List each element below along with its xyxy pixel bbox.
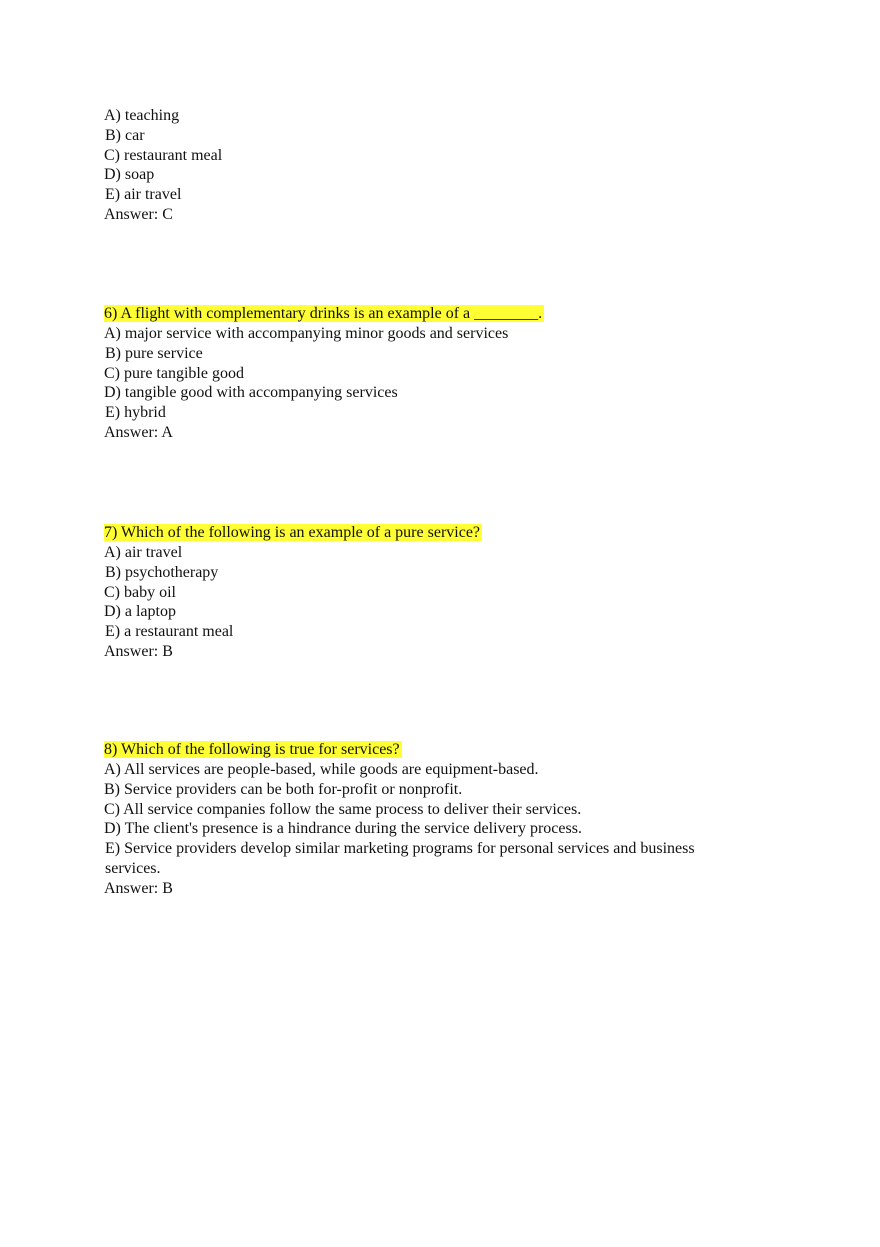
answer: Answer: C	[104, 205, 173, 223]
question-highlight: 7) Which of the following is an example of a pure service?	[104, 524, 481, 541]
option-b: B) car	[105, 126, 145, 144]
option-a: A) All services are people-based, while goods are equipment-based.	[104, 761, 539, 778]
question-highlight: 6) A flight with complementary drinks is an example of a ________.	[104, 305, 543, 322]
option-a: A) major service with accompanying minor goods and services	[104, 325, 509, 342]
option-a: A) teaching	[104, 107, 180, 124]
option-b: B) Service providers can be both for-profit or nonprofit.	[104, 780, 463, 798]
question-6-block	[104, 304, 754, 443]
option-a: A) air travel	[104, 544, 183, 561]
option-e: E) Service providers develop similar marketing programs for personal services and business services.	[105, 840, 695, 877]
option-d: D) a laptop	[104, 603, 176, 621]
option-d: D) The client's presence is a hindrance during the service delivery process.	[104, 820, 582, 838]
option-e: E) a restaurant meal	[105, 623, 234, 641]
option-c: C) restaurant meal	[104, 146, 223, 164]
question-5-block	[104, 106, 754, 225]
question-6-text	[104, 304, 754, 324]
question-8-text	[104, 740, 754, 760]
option-c: C) pure tangible good	[104, 364, 244, 382]
answer: Answer: B	[104, 642, 173, 660]
answer: Answer: B	[104, 879, 173, 897]
option-d: D) soap	[104, 166, 155, 184]
option-e: E) air travel	[105, 186, 182, 204]
option-c: C) baby oil	[104, 583, 176, 601]
question-7-block	[104, 523, 754, 662]
question-7-text	[104, 523, 754, 543]
option-c: C) All service companies follow the same process to deliver their services.	[104, 800, 582, 818]
option-b: B) psychotherapy	[105, 563, 219, 581]
answer: Answer: A	[104, 423, 173, 441]
option-b: B) pure service	[105, 344, 203, 362]
question-highlight: 8) Which of the following is true for services?	[104, 741, 400, 758]
question-8-block	[104, 740, 754, 899]
option-d: D) tangible good with accompanying services	[104, 384, 398, 402]
option-e: E) hybrid	[105, 404, 166, 422]
